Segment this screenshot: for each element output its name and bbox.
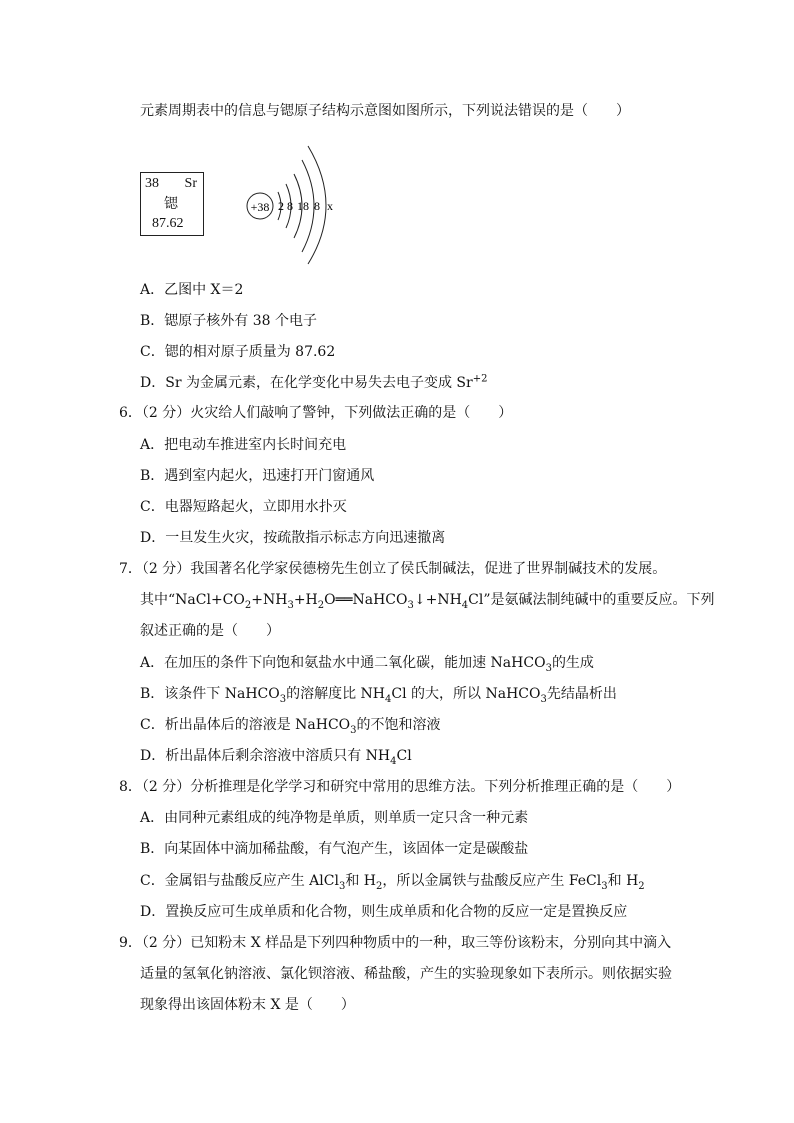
q8-option-c: C．金属铝与盐酸反应产生 AlCl$_3$和 $H_2$，所以金属铁与盐酸反应产生 FeCl$_3$和 $H_2$ (140, 873, 645, 892)
atomic-number: 38 (145, 176, 159, 191)
shell-count-1: 2 (278, 199, 284, 213)
q5-stem: 元素周期表中的信息与锶原子结构示意图如图所示，下列说法错误的是（ ） (140, 103, 630, 119)
q5-option-c: C．锶的相对原子质量为 87.62 (140, 344, 336, 360)
q7-option-a: A．在加压的条件下向饱和氨盐水中通二氧化碳，能加速 NaHCO$_3$的生成 (140, 655, 594, 674)
q7-option-c: C．析出晶体后的溶液是 NaHCO$_3$的不饱和溶液 (140, 717, 441, 736)
atomic-mass: 87.62 (152, 216, 184, 231)
q7-stem-line-3: 叙述正确的是（ ） (140, 623, 280, 639)
q7-stem-equation: 其中“$NaCl+CO_2+NH_3+H_2O══NaHCO_3↓+NH_4Cl$”是氨碱法制纯碱中的重要反应。下列 (140, 592, 715, 611)
nucleus-charge: +38 (250, 200, 270, 214)
q5-option-a: A．乙图中 X＝2 (140, 282, 244, 298)
q9-stem-line-1: 9．（2 分）已知粉末 X 样品是下列四种物质中的一种，取三等份该粉末，分别向其中滴入 (119, 935, 672, 951)
shell-count-2: 8 (287, 199, 293, 213)
q9-stem-line-2: 适量的氢氧化钠溶液、氯化钡溶液、稀盐酸，产生的实验现象如下表所示。则依据实验 (140, 966, 672, 982)
q6-option-d: D．一旦发生火灾，按疏散指示标志方向迅速撤离 (140, 530, 446, 546)
q6-option-c: C．电器短路起火，立即用水扑灭 (140, 499, 347, 515)
shell-count-5: x (327, 199, 333, 213)
periodic-table-cell (140, 172, 204, 236)
q9-stem-line-3: 现象得出该固体粉末 X 是（ ） (140, 997, 355, 1013)
q8-option-a: A．由同种元素组成的纯净物是单质，则单质一定只含一种元素 (140, 810, 529, 826)
q7-option-b: B．该条件下 NaHCO$_3$的溶解度比 $NH_4Cl$ 的大，所以 NaHCO$_3$先结晶析出 (140, 686, 617, 705)
q7-option-d: D．析出晶体后剩余溶液中溶质只有 $NH_4Cl$ (140, 748, 412, 767)
q6-option-a: A．把电动车推进室内长时间充电 (140, 437, 347, 453)
q6-option-b: B．遇到室内起火，迅速打开门窗通风 (140, 468, 375, 484)
q6-stem: 6．（2 分）火灾给人们敲响了警钟，下列做法正确的是（ ） (119, 405, 513, 421)
atom-structure-diagram (240, 140, 360, 270)
element-symbol: Sr (184, 176, 197, 191)
element-name: 锶 (164, 197, 178, 212)
q7-stem-line-1: 7．（2 分）我国著名化学家侯德榜先生创立了侯氏制碱法，促进了世界制碱技术的发展。 (119, 561, 667, 577)
q5-option-d: D．Sr 为金属元素，在化学变化中易失去电子变成 $Sr^{+2}$ (140, 373, 488, 391)
q5-option-b: B．锶原子核外有 38 个电子 (140, 313, 318, 329)
q8-stem: 8．（2 分）分析推理是化学学习和研究中常用的思维方法。下列分析推理正确的是（ ） (119, 779, 681, 795)
shell-count-4: 8 (314, 199, 320, 213)
shell-count-3: 18 (297, 199, 309, 213)
q8-option-b: B．向某固体中滴加稀盐酸，有气泡产生，该固体一定是碳酸盐 (140, 841, 529, 857)
q8-option-d: D．置换反应可生成单质和化合物，则生成单质和化合物的反应一定是置换反应 (140, 904, 628, 920)
